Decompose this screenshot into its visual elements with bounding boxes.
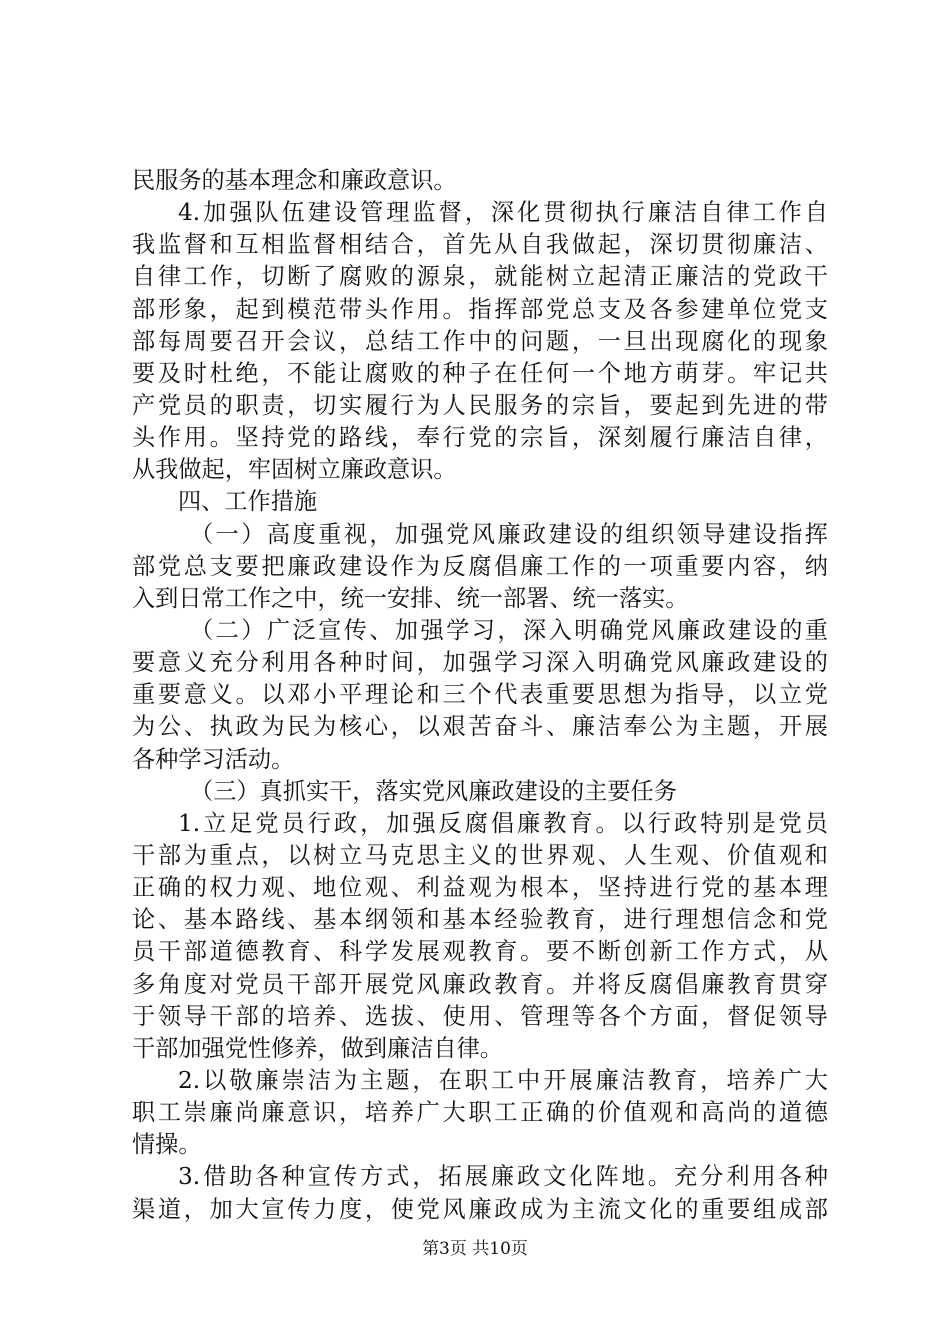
body-text	[132, 165, 828, 1226]
text-line: 正确的权力观、地位观、利益观为根本，坚持进行党的基本理	[132, 874, 828, 902]
text-line: 4.加强队伍建设管理监督，深化贯彻执行廉洁自律工作自	[178, 199, 828, 227]
text-line: 于领导干部的培养、选拔、使用、管理等各个方面，督促领导	[132, 1002, 828, 1030]
text-line: 干部加强党性修养，做到廉洁自律。	[132, 1034, 503, 1062]
section-heading: 四、工作措施	[178, 488, 318, 516]
text-line: 头作用。坚持党的路线，奉行党的宗旨，深刻履行廉洁自律，	[132, 424, 828, 452]
text-line: 为公、执政为民为核心，以艰苦奋斗、廉洁奉公为主题，开展	[132, 713, 828, 741]
text-line: 职工崇廉尚廉意识，培养广大职工正确的价值观和高尚的道德	[132, 1099, 828, 1127]
text-line: 论、基本路线、基本纲领和基本经验教育，进行理想信念和党	[132, 906, 828, 934]
text-line: 入到日常工作之中，统一安排、统一部署、统一落实。	[132, 584, 689, 612]
text-line: 要及时杜绝，不能让腐败的种子在任何一个地方萌芽。牢记共	[132, 359, 828, 387]
text-line: 我监督和互相监督相结合，首先从自我做起，深切贯彻廉洁、	[132, 231, 828, 259]
text-line: 自律工作，切断了腐败的源泉，就能树立起清正廉洁的党政干	[132, 263, 828, 291]
text-line: （一）高度重视，加强党风廉政建设的组织领导建设指挥	[190, 520, 828, 548]
text-line: 3.借助各种宣传方式，拓展廉政文化阵地。充分利用各种	[178, 1163, 828, 1191]
text-line: 1.立足党员行政，加强反腐倡廉教育。以行政特别是党员	[178, 809, 828, 837]
text-line: 渠道，加大宣传力度，使党风廉政成为主流文化的重要组成部	[132, 1195, 828, 1223]
text-line: 各种学习活动。	[132, 745, 295, 773]
text-line: 多角度对党员干部开展党风廉政教育。并将反腐倡廉教育贯穿	[132, 970, 828, 998]
text-line: 部形象，起到模范带头作用。指挥部党总支及各参建单位党支	[132, 295, 828, 323]
text-line: 民服务的基本理念和廉政意识。	[132, 167, 457, 194]
text-line: （二）广泛宣传、加强学习，深入明确党风廉政建设的重	[190, 616, 828, 644]
text-line: 2.以敬廉崇洁为主题，在职工中开展廉洁教育，培养广大	[178, 1066, 828, 1094]
text-line: 干部为重点，以树立马克思主义的世界观、人生观、价值观和	[132, 841, 828, 869]
page-number-footer: 第3页 共10页	[422, 1239, 528, 1259]
text-line: 员干部道德教育、科学发展观教育。要不断创新工作方式，从	[132, 938, 828, 966]
subsection-heading: （三）真抓实干，落实党风廉政建设的主要任务	[190, 777, 677, 805]
text-line: 情操。	[132, 1131, 202, 1159]
text-line: 重要意义。以邓小平理论和三个代表重要思想为指导，以立党	[132, 681, 828, 709]
text-line: 要意义充分利用各种时间，加强学习深入明确党风廉政建设的	[132, 649, 828, 677]
text-line: 部党总支要把廉政建设作为反腐倡廉工作的一项重要内容，纳	[132, 552, 828, 580]
text-line: 部每周要召开会议，总结工作中的问题，一旦出现腐化的现象	[132, 327, 828, 355]
text-line: 产党员的职责，切实履行为人民服务的宗旨，要起到先进的带	[132, 391, 828, 419]
text-line: 从我做起，牢固树立廉政意识。	[132, 456, 457, 484]
